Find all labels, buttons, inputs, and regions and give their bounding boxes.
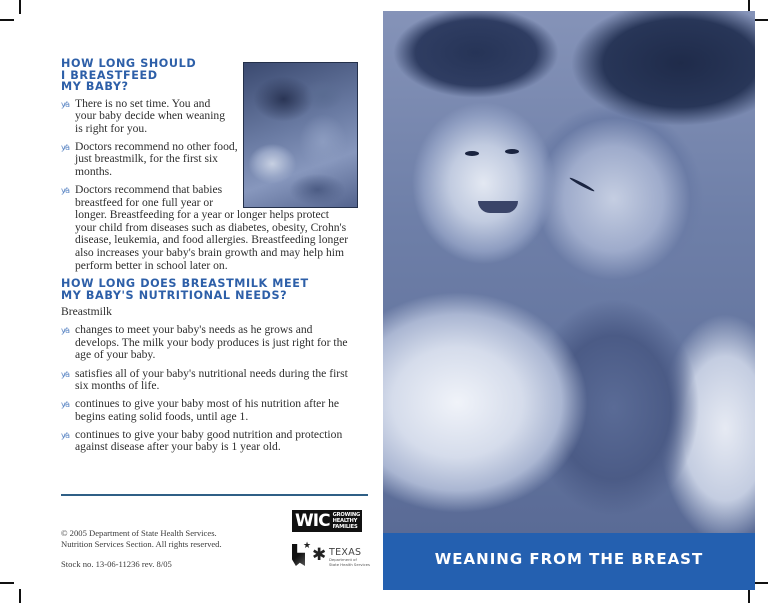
crop-mark	[755, 19, 768, 21]
section1-heading: HOW LONG SHOULD I BREASTFEED MY BABY?	[61, 57, 197, 93]
cover-title: WEANING FROM THE BREAST	[434, 549, 704, 568]
list-item: y⁄a satisfies all of your baby's nutritional needs during the first six months of life.	[61, 366, 348, 393]
bullet-icon: y⁄a	[61, 142, 69, 152]
bullet-icon: y⁄a	[61, 186, 69, 196]
text-wrap-spacer	[233, 184, 353, 208]
photo-detail	[465, 151, 479, 156]
section2-bullets	[61, 324, 353, 454]
person-figure-icon: ✱	[312, 545, 327, 564]
photo-detail	[505, 149, 519, 154]
photo-detail	[478, 201, 518, 213]
list-item: y⁄a Doctors recommend that babies breastfeed for one full year or longer. Breastfeeding for a year or longer helps protect your child from diseases such as diabetes, obesity, Crohn's disease, leukemia, and food allergies. Breastfeeding longer also increases your baby's brain growth and may help him perform better in school later on.	[61, 184, 353, 272]
list-item: y⁄a changes to meet your baby's needs as he grows and develops. The milk your body produces is just right for the age of your baby.	[61, 323, 348, 362]
stock-number: Stock no. 13-06-11236 rev. 8/05	[61, 559, 172, 569]
crop-mark	[0, 582, 14, 584]
star-icon: ★	[303, 540, 312, 550]
section1-bullets	[61, 98, 353, 273]
crop-mark	[748, 589, 750, 603]
texas-dshs-logo: ★ ✱ TEXAS Department of State Health Services	[292, 540, 372, 570]
left-panel	[61, 58, 353, 460]
crop-mark	[0, 19, 14, 21]
section2-heading: HOW LONG DOES BREASTMILK MEET MY BABY'S NUTRITIONAL NEEDS?	[61, 277, 309, 302]
cover-photo-mother-kissing-baby	[383, 11, 755, 533]
crop-mark	[19, 0, 21, 14]
list-item: y⁄a continues to give your baby good nutrition and protection against disease after your baby is 1 year old.	[61, 427, 343, 454]
cover-title-banner	[383, 533, 755, 590]
bullet-icon: y⁄a	[61, 430, 69, 440]
texas-dept-name: Department of State Health Services	[329, 557, 370, 567]
bullet-icon: y⁄a	[61, 99, 69, 109]
copyright-notice: © 2005 Department of State Health Services. Nutrition Services Section. All rights reserved.	[61, 528, 222, 549]
crop-mark	[755, 582, 768, 584]
wic-tagline: GROWING HEALTHY FAMILIES	[332, 512, 361, 530]
list-item: y⁄a continues to give your baby most of his nutrition after he begins eating solid foods, until age 1.	[61, 397, 340, 423]
bullet-icon: y⁄a	[61, 369, 69, 379]
list-item: y⁄a There is no set time. You and your baby decide when weaning is right for you.	[61, 96, 226, 135]
bullet-icon: y⁄a	[61, 400, 69, 410]
crop-mark	[19, 589, 21, 603]
section2-intro: Breastmilk	[61, 305, 112, 319]
list-item: y⁄a Doctors recommend no other food, just breastmilk, for the first six months.	[61, 139, 238, 178]
section-divider	[61, 494, 368, 496]
wic-logo: WIC GROWING HEALTHY FAMILIES	[292, 510, 362, 532]
photo-detail	[569, 177, 595, 193]
bullet-icon: y⁄a	[61, 326, 69, 336]
